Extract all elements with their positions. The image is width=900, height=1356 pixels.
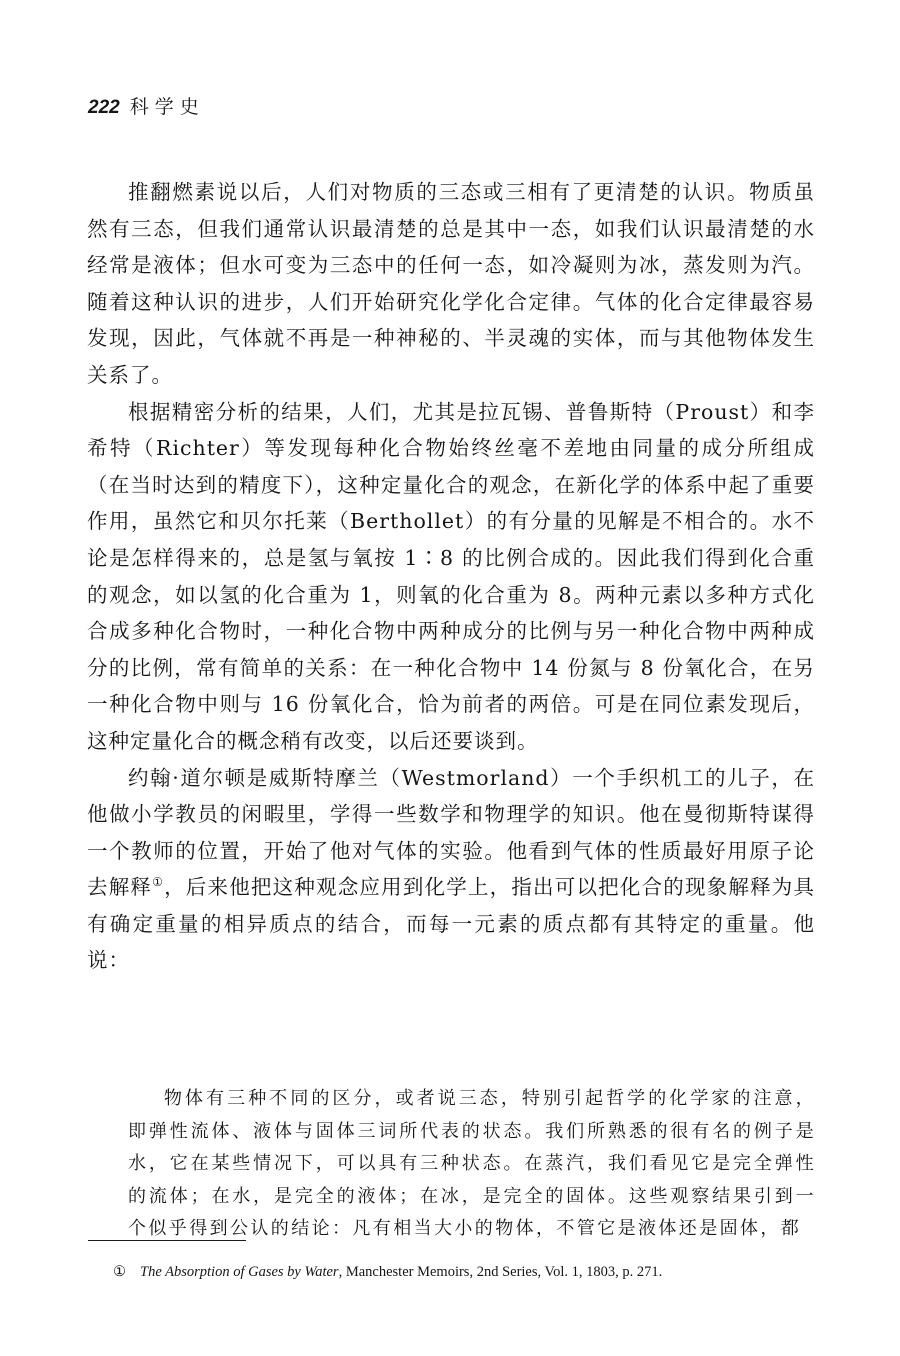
- book-title: 科学史: [129, 96, 205, 118]
- quote-text: 物体有三种不同的区分，或者说三态，特别引起哲学的化学家的注意，即弹性流体、液体与固体三词所代表的状态。我们所熟悉的很有名的例子是水，它在某些情况下，可以具有三种状态。在蒸汽，我们看见它是完全弹性的流体；在水，是完全的液体；在冰，是完全的固体。这些观察结果引到一个似乎得到公认的结论：凡有相当大小的物体，不管它是液体还是固体，都: [128, 1088, 816, 1240]
- block-quote: [128, 1083, 816, 1246]
- paragraph-dalton-part1: 约翰·道尔顿是威斯特摩兰（Westmorland）一个手织机工的儿子，在他做小学教员的闲暇里，学得一些数学和物理学的知识。他在曼彻斯特谋得一个教师的位置，开始了他对气体的实验。他看到气体的性质最好用原子论去解释: [87, 765, 815, 900]
- footnote-divider: [88, 1240, 246, 1241]
- paragraph-dalton-part2: ，后来他把这种观念应用到化学上，指出可以把化合的现象解释为具有确定重量的相异质点的结合，而每一元素的质点都有其特定的重量。他说：: [87, 875, 816, 973]
- paragraph-dalton: [87, 760, 815, 980]
- footnote-reference[interactable]: ①: [152, 875, 165, 890]
- footnote-mark: ①: [113, 1264, 126, 1280]
- page-number: 222: [88, 97, 120, 118]
- running-header: [88, 92, 205, 119]
- main-text: [87, 174, 815, 979]
- footnote-source: , Manchester Memoirs, 2nd Series, Vol. 1, 1803, p. 271.: [338, 1264, 663, 1280]
- footnote-title: The Absorption of Gases by Water: [140, 1264, 339, 1280]
- paragraph-phase-theory: 推翻燃素说以后，人们对物质的三态或三相有了更清楚的认识。物质虽然有三态，但我们通常认识最清楚的总是其中一态，如我们认识最清楚的水经常是液体；但水可变为三态中的任何一态，如冷凝则为冰，蒸发则为汽。随着这种认识的进步，人们开始研究化学化合定律。气体的化合定律最容易发现，因此，气体就不再是一种神秘的、半灵魂的实体，而与其他物体发生关系了。: [87, 180, 815, 387]
- footnote: [113, 1262, 833, 1282]
- paragraph-definite-proportions: 根据精密分析的结果，人们，尤其是拉瓦锡、普鲁斯特（Proust）和李希特（Richter）等发现每种化合物始终丝毫不差地由同量的成分所组成（在当时达到的精度下），这种定量化合的观念，在新化学的体系中起了重要作用，虽然它和贝尔托莱（Berthollet）的有分量的见解是不相合的。水不论是怎样得来的，总是氢与氧按 1∶8 的比例合成的。因此我们得到化合重的观念，如以氢的化合重为 1，则氧的化合重为 8。两种元素以多种方式化合成多种化合物时，一种化合物中两种成分的比例与另一种化合物中两种成分的比例，常有简单的关系：在一种化合物中 14 份氮与 8 份氧化合，在另一种化合物中则与 16 份氧化合，恰为前者的两倍。可是在同位素发现后，这种定量化合的概念稍有改变，以后还要谈到。: [87, 399, 815, 753]
